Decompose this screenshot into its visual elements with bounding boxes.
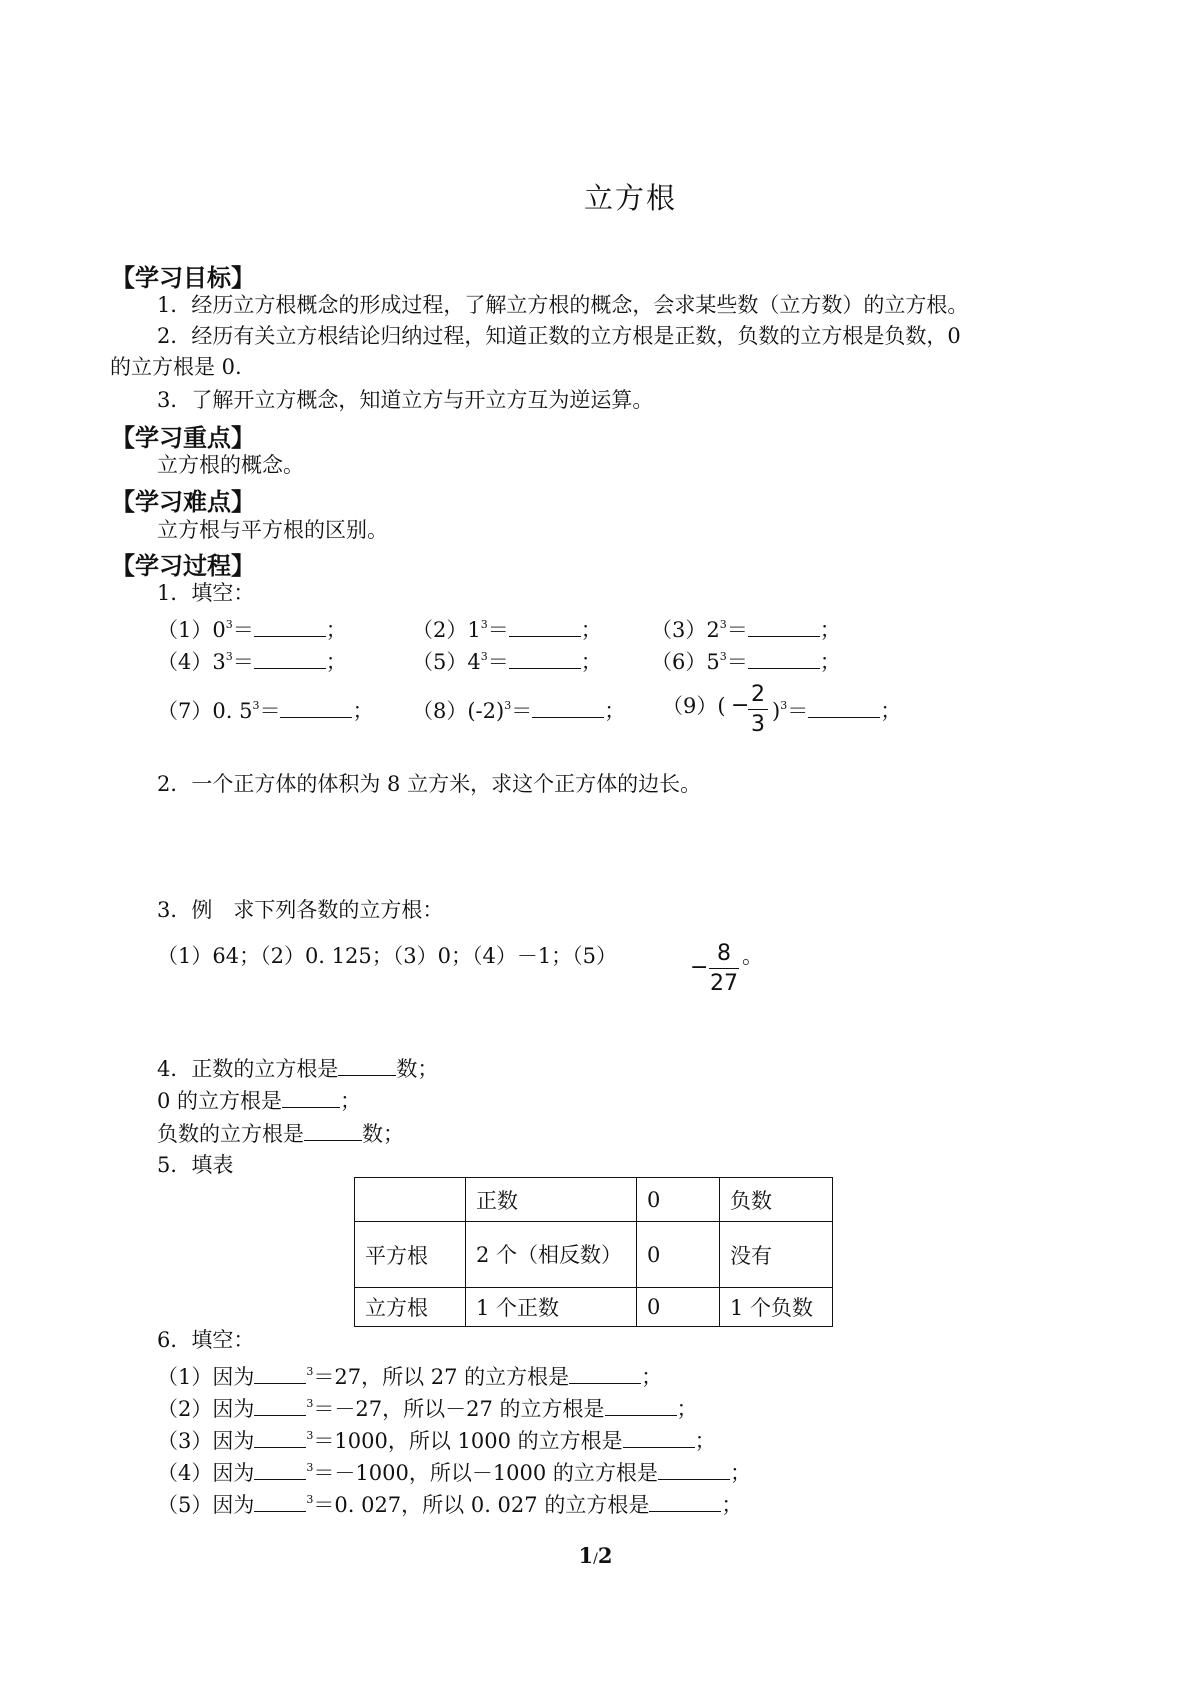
fraction-numerator: 2 [751,682,765,707]
q1-item-9-minus-sign: − [731,693,750,718]
key-text: 立方根的概念。 [157,453,304,477]
q6-item-2: （2）因为 $^3$＝－27，所以－27 的立方根是 ； [157,1397,698,1421]
q1-item-3: $(3)2^3=$ ； [651,618,841,642]
table-row [355,1288,833,1327]
q1-item-5: $(5)4^3=$ ； [412,650,602,674]
q3-end: 。 [742,944,763,968]
fraction-denominator: 3 [751,712,765,737]
table-cell: 0 [637,1222,720,1288]
section-heading-difficulty: 【学习难点】 [111,488,255,516]
table-cell [355,1178,466,1222]
q1-item-2: $(2)1^3=$ ； [412,618,602,642]
q3-items: （1）64；（2）0. 125；（3）0；（4）－1；（5） [157,944,618,968]
table-cell: 1 个负数 [720,1288,833,1327]
q3-minus-sign: − [690,955,709,980]
q3-fraction [709,941,739,996]
q1-heading: 1．填空： [157,581,255,605]
q6-item-5: （5）因为 $^3$＝0. 027，所以 0. 027 的立方根是 ； [157,1493,743,1517]
q1-item-1: $(1)0^3=$ ； [157,618,347,642]
table-cell: 立方根 [355,1288,466,1327]
goal-1: 1．经历立方根概念的形成过程，了解立方根的概念，会求某些数（立方数）的立方根。 [157,293,969,317]
table-row [355,1178,833,1222]
table-cell: 1 个正数 [466,1288,637,1327]
fill-table [354,1177,833,1327]
q4-line-2: 0 的立方根是 ； [157,1089,362,1113]
table-cell: 2 个（相反数） [466,1222,637,1288]
q2-text: 2．一个正方体的体积为 8 立方米，求这个正方体的边长。 [157,772,702,796]
q1-item-9-prefix: （9）( [662,694,726,718]
q6-item-1: （1）因为 $^3$＝27，所以 27 的立方根是 ； [157,1365,663,1389]
q6-item-3: （3）因为 $^3$＝1000，所以 1000 的立方根是 ； [157,1429,716,1453]
section-heading-key: 【学习重点】 [111,424,255,452]
fraction-bar [709,968,739,969]
table-cell: 正数 [466,1178,637,1222]
q4-line-3: 负数的立方根是 数； [157,1122,404,1146]
fraction-bar [748,709,768,710]
q3-heading: 3．例 求下列各数的立方根： [157,898,444,922]
goal-3: 3．了解开立方概念，知道立方与开立方互为逆运算。 [157,388,654,412]
table-row [355,1222,833,1288]
q6-heading: 6．填空： [157,1328,255,1352]
section-heading-process: 【学习过程】 [111,552,255,580]
page-title: 立方根 [584,181,678,215]
goal-2-line-2: 的立方根是 0. [110,355,242,379]
table-cell: 0 [637,1178,720,1222]
table-cell: 没有 [720,1222,833,1288]
q1-item-4: $(4)3^3=$ ； [157,650,347,674]
page-number: 1/2 [578,1543,613,1568]
table-cell: 0 [637,1288,720,1327]
table-cell: 平方根 [355,1222,466,1288]
section-heading-goal: 【学习目标】 [111,264,255,292]
q1-item-6: $(6)5^3=$ ； [651,650,841,674]
q6-item-4: （4）因为 $^3$＝－1000，所以－1000 的立方根是 ； [157,1461,751,1485]
q5-heading: 5．填表 [157,1153,234,1177]
goal-2-line-1: 2．经历有关立方根结论归纳过程，知道正数的立方根是正数，负数的立方根是负数，0 [157,324,961,348]
q1-item-9-fraction [748,682,768,737]
table-cell: 负数 [720,1178,833,1222]
fraction-denominator: 27 [710,971,738,996]
fraction-numerator: 8 [717,941,731,966]
q1-item-9-suffix: )$^3$＝ ； [772,699,902,723]
q4-line-1: 4．正数的立方根是 数； [157,1057,439,1081]
q1-item-8: $(8)(-2)^3=$ ； [412,699,626,723]
q1-item-7: （7）0. $5^3=$ ； [157,699,374,723]
difficulty-text: 立方根与平方根的区别。 [157,518,388,542]
